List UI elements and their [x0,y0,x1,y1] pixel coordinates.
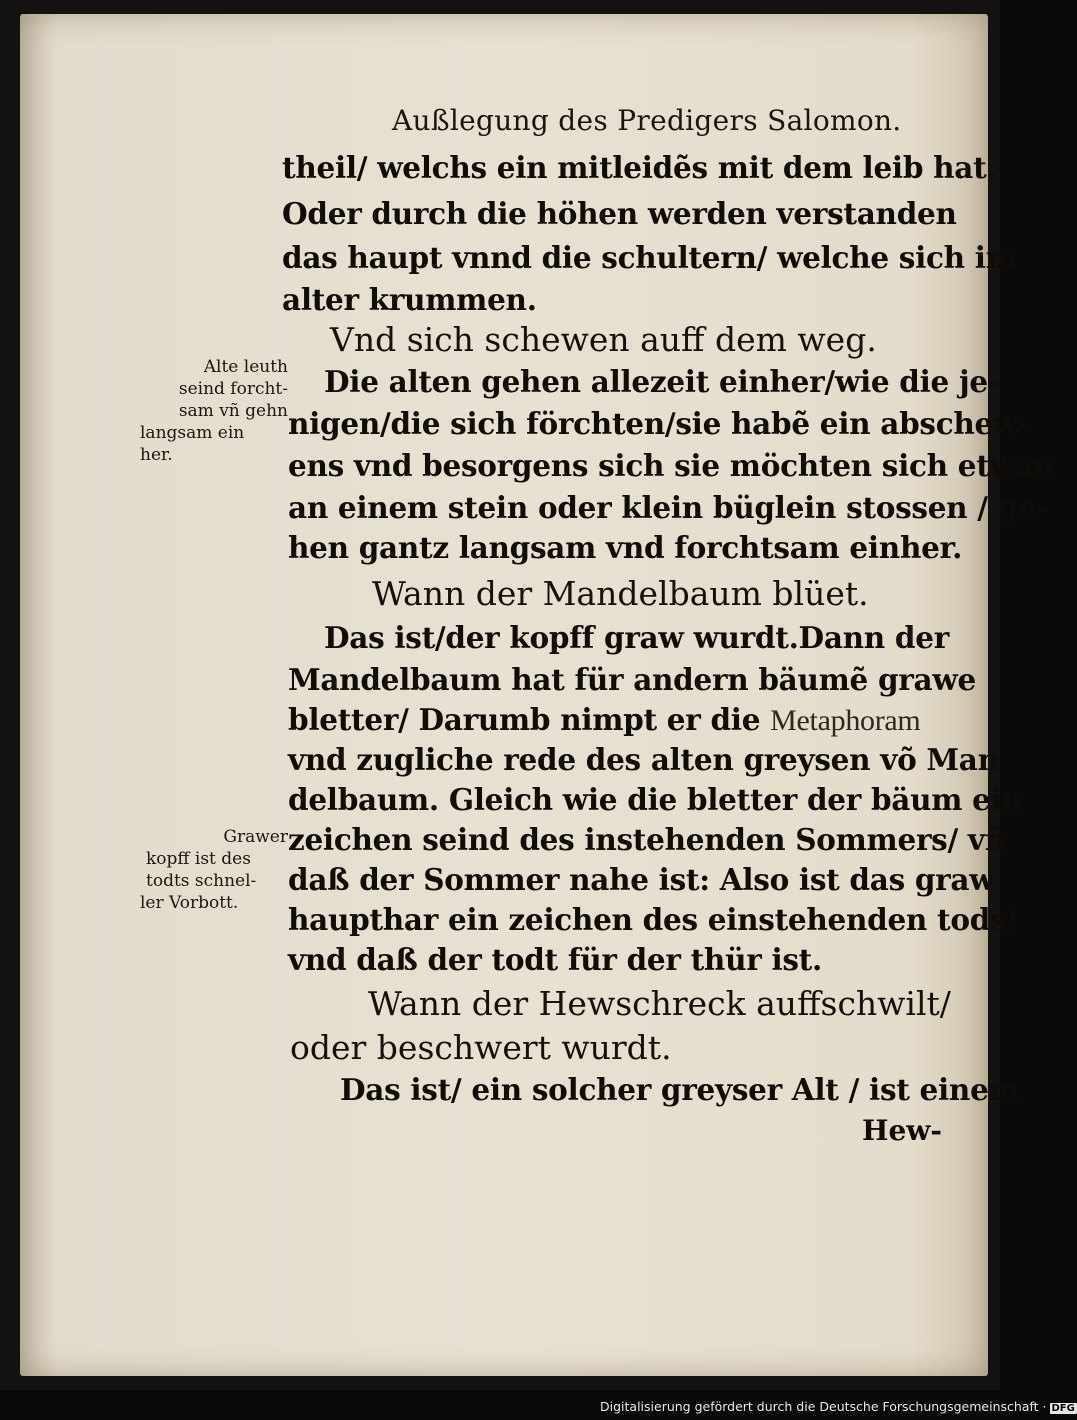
paragraph-2-line: vnd zugliche rede des alten greysen võ Man [288,742,999,777]
paragraph-3-line: Das ist/ ein solcher greyser Alt / ist einem [340,1072,1020,1107]
paragraph-2-line: daß der Sommer nahe ist: Also ist das graw [288,862,995,897]
margin-note-2 [140,826,288,914]
paragraph-2-line: Das ist/der kopff graw wurdt.Dann der [324,620,949,655]
margin-note-1-line: langsam ein [140,423,245,443]
paragraph-1-line: ens vnd besorgens sich sie möchten sich etwan [288,448,1055,483]
section-heading-3-line-1: Wann der Hewschreck auffschwilt/ [368,984,951,1023]
catchword: Hew- [862,1114,942,1147]
margin-note-2-line: kopff ist des [146,849,251,869]
digitization-footer [600,1399,1075,1414]
margin-note-1-line: Alte leuth [203,357,288,377]
paragraph-2-line [288,702,920,738]
margin-note-1-line: seind forcht- [178,379,288,399]
margin-note-1-line: sam vñ gehn [178,401,288,421]
footer-text: Digitalisierung gefördert durch die Deutsche Forschungsgemeinschaft · [600,1399,1047,1414]
paragraph-2-line: delbaum. Gleich wie die bletter der bäum ein [288,782,1023,817]
body-line-3: das haupt vnnd die schultern/ welche sich im [282,240,1017,275]
body-line-1: theil/ welchs ein mitleidẽs mit dem leib hat. [282,150,997,185]
body-line-4: alter krummen. [282,282,537,317]
paragraph-2-line: vnd daß der todt für der thür ist. [288,942,822,977]
margin-note-2-line: Grawer [223,827,288,847]
paragraph-2-line: Mandelbaum hat für andern bäumẽ grawe [288,662,976,697]
margin-note-1 [140,356,288,466]
body-line-2: Oder durch die höhen werden verstanden [282,196,957,231]
margin-note-2-line: ler Vorbott. [140,893,239,913]
section-heading-3-line-2: oder beschwert wurdt. [290,1028,672,1067]
paragraph-1-line: an einem stein oder klein büglein stossen / ge- [288,490,1049,525]
section-heading-2: Wann der Mandelbaum blüet. [372,574,869,613]
paragraph-1-line: nigen/die sich förchten/sie habẽ ein abschew- [288,406,1031,441]
paragraph-2-line: haupthar ein zeichen des einstehenden tods/ [288,902,1017,937]
dfg-logo: DFG [1051,1403,1075,1414]
section-heading-1: Vnd sich schewen auff dem weg. [330,320,877,359]
paragraph-2-line-bold: bletter/ Darumb nimpt er die [288,702,761,737]
paragraph-1-line: hen gantz langsam vnd forchtsam einher. [288,530,963,565]
margin-note-2-line: todts schnel- [146,871,257,891]
margin-note-1-line: her. [140,445,173,465]
paragraph-2-line: zeichen seind des instehenden Sommers/ vñ [288,822,1006,857]
latin-word-metaphoram: Metaphoram [770,704,921,737]
paragraph-1-line: Die alten gehen allezeit einher/wie die je- [324,364,1000,399]
running-head: Außlegung des Predigers Salomon. [392,104,902,137]
